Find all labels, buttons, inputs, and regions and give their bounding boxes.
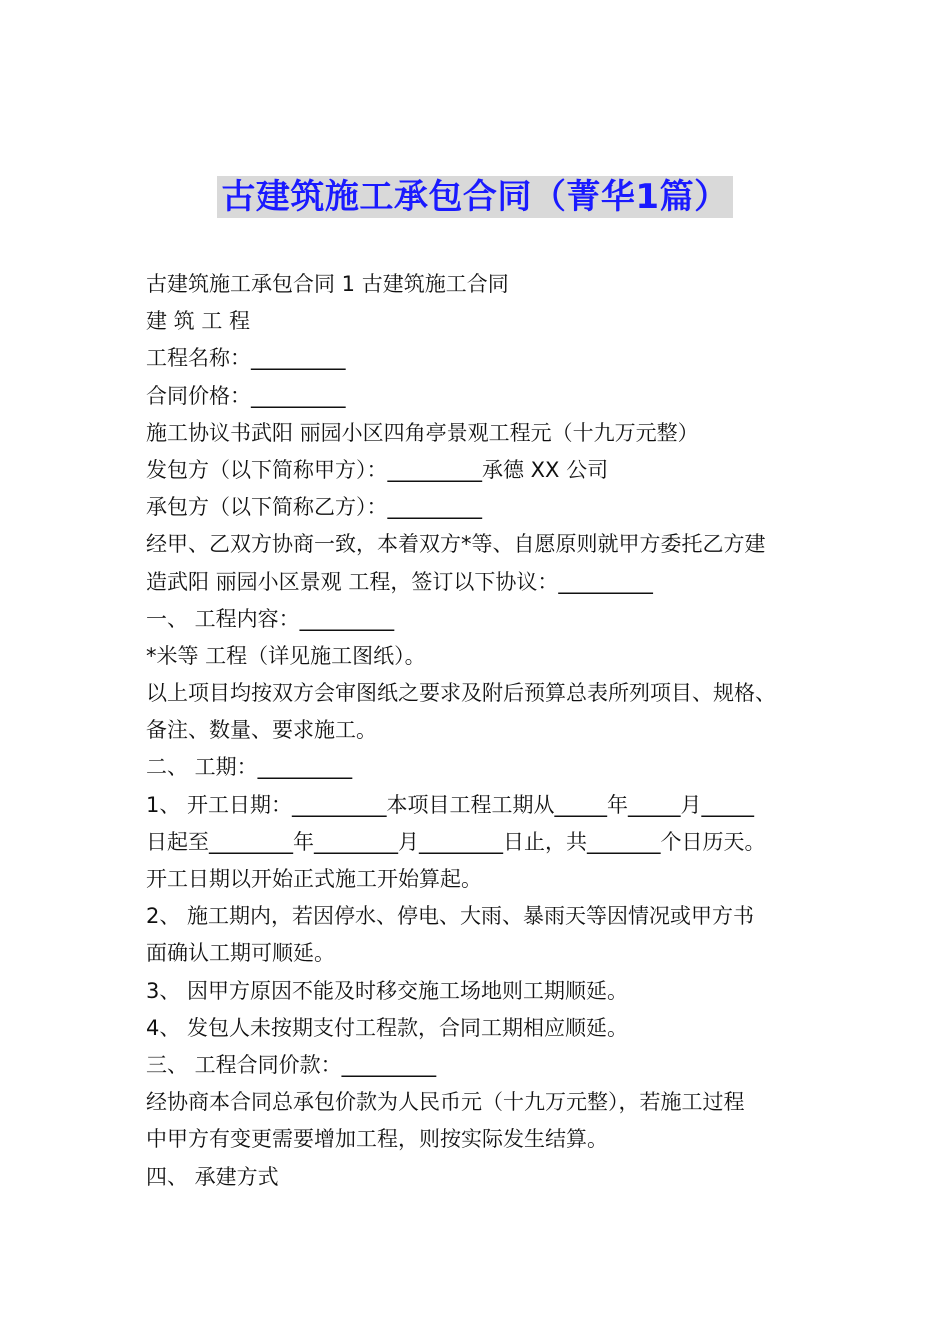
paragraph-line: 3、 因甲方原因不能及时移交施工场地则工期顺延。 <box>146 978 629 1003</box>
document-title: 古建筑施工承包合同（菁华1篇） <box>217 176 732 218</box>
paragraph-line: 施工协议书武阳 丽园小区四角亭景观工程元（十九万元整） <box>146 420 699 445</box>
title-container <box>0 176 950 218</box>
paragraph-line: 经协商本合同总承包价款为人民币元（十九万元整），若施工过程 <box>146 1090 745 1115</box>
document-body <box>146 266 836 1196</box>
paragraph-line: 合同价格：_________ <box>146 383 346 408</box>
paragraph-line: 一、 工程内容：_________ <box>146 606 395 631</box>
paragraph-line: 二、 工期：_________ <box>146 755 353 780</box>
paragraph-line: 四、 承建方式 <box>146 1164 279 1189</box>
paragraph-line: 中甲方有变更需要增加工程，则按实际发生结算。 <box>146 1127 608 1152</box>
paragraph-line: 4、 发包人未按期支付工程款，合同工期相应顺延。 <box>146 1015 629 1040</box>
paragraph-line: 造武阳 丽园小区景观 工程，签订以下协议：_________ <box>146 569 653 594</box>
paragraph-line: 古建筑施工承包合同 1 古建筑施工合同 <box>146 272 509 296</box>
paragraph-line: 面确认工期可顺延。 <box>146 941 335 966</box>
paragraph-line: *米等 工程（详见施工图纸）。 <box>146 643 426 668</box>
paragraph-line: 承包方（以下简称乙方）：_________ <box>146 495 482 520</box>
paragraph-line: 建 筑 工 程 <box>146 309 251 334</box>
paragraph-line: 日起至________年________月________日止，共_______个日历天。 <box>146 829 766 854</box>
paragraph-line: 三、 工程合同价款：_________ <box>146 1052 437 1077</box>
paragraph-line: 2、 施工期内，若因停水、停电、大雨、暴雨天等因情况或甲方书 <box>146 904 755 929</box>
paragraph-line: 工程名称：_________ <box>146 346 346 371</box>
paragraph-line: 备注、数量、要求施工。 <box>146 718 377 743</box>
paragraph-line: 以上项目均按双方会审图纸之要求及附后预算总表所列项目、规格、 <box>146 681 776 706</box>
paragraph-line: 1、 开工日期：_________本项目工程工期从_____年_____月_____ <box>146 792 755 817</box>
paragraph-line: 开工日期以开始正式施工开始算起。 <box>146 867 482 891</box>
paragraph-line: 经甲、乙双方协商一致，本着双方*等、自愿原则就甲方委托乙方建 <box>146 532 766 557</box>
paragraph-line: 发包方（以下简称甲方）：_________承德 XX 公司 <box>146 457 609 482</box>
